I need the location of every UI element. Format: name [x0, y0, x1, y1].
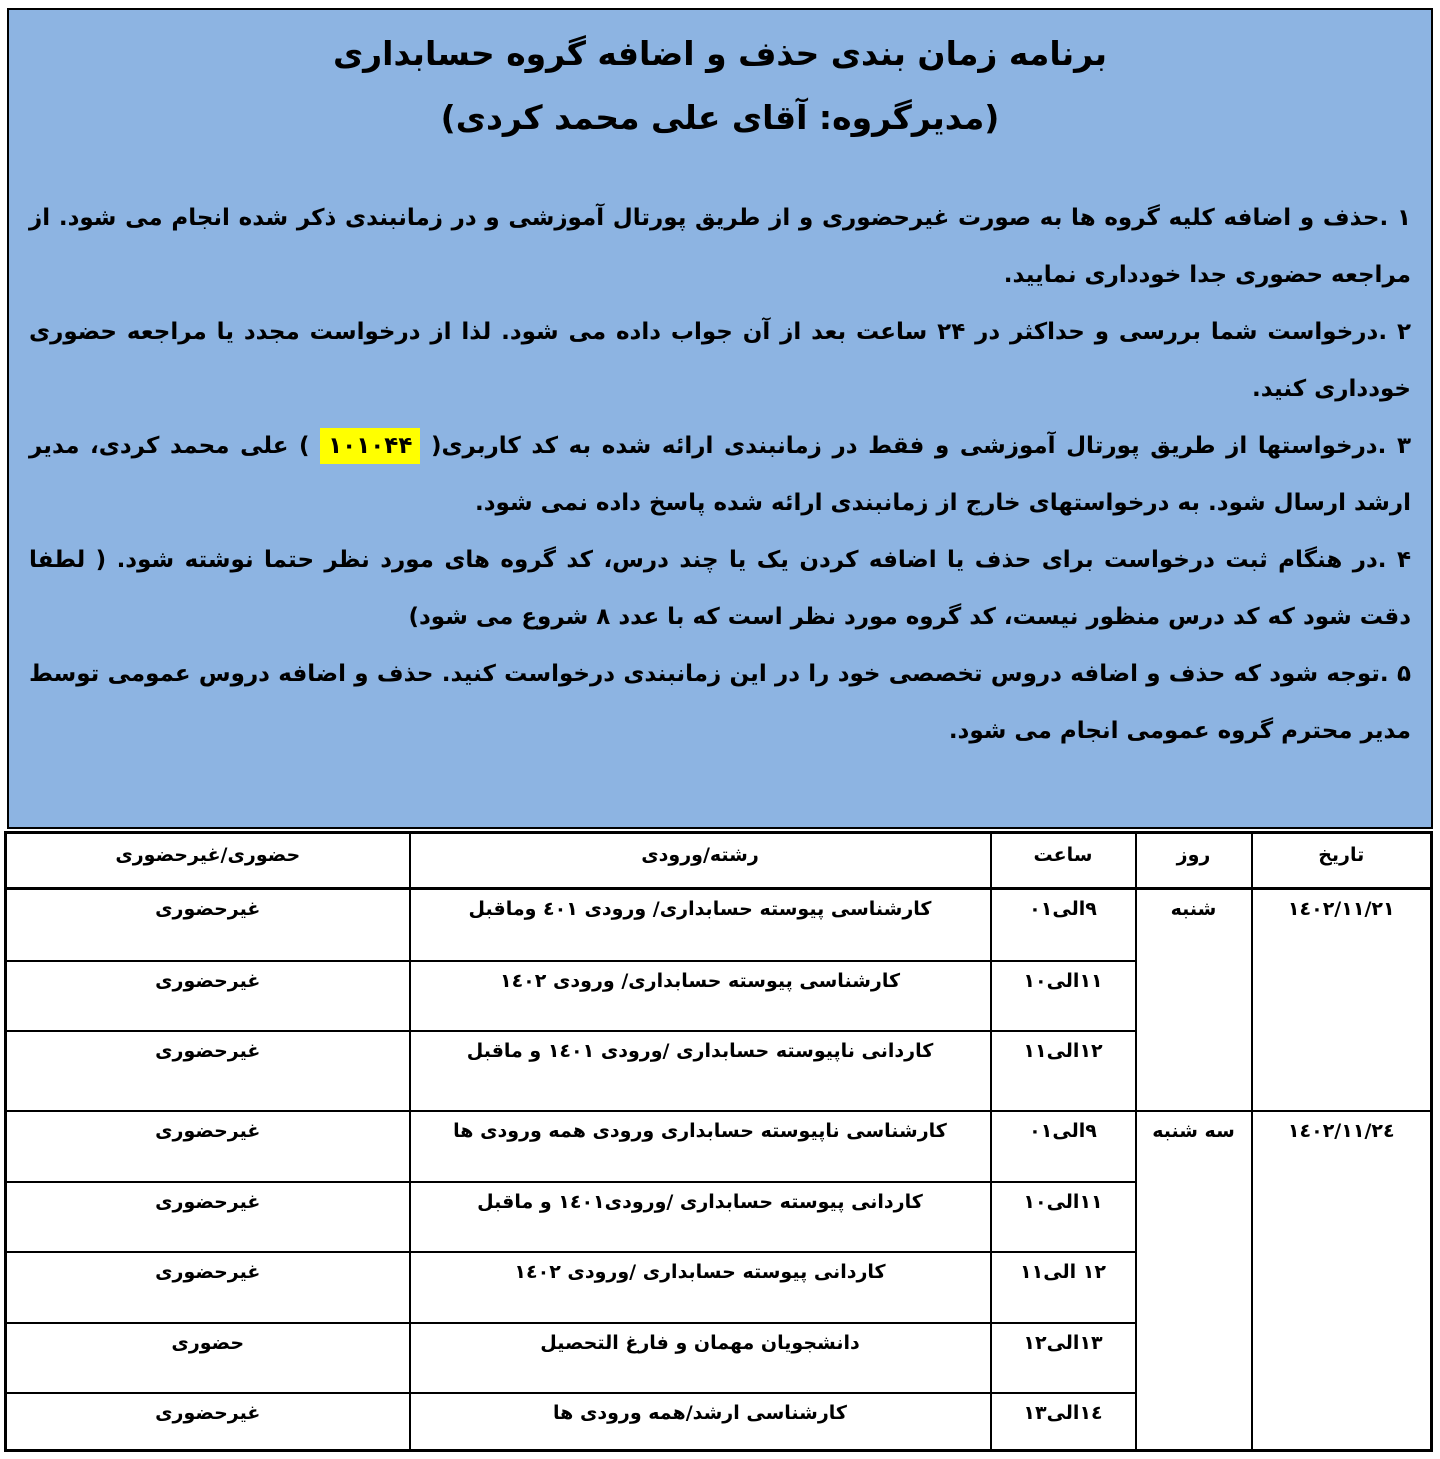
time-cell: ١٤الی١٣	[991, 1393, 1136, 1451]
schedule-table	[4, 831, 1433, 1452]
mode-cell: غیرحضوری	[6, 1393, 410, 1451]
time-cell: ١٢الی١١	[991, 1031, 1136, 1111]
notice-banner	[7, 8, 1433, 829]
col-header-date: تاریخ	[1252, 833, 1432, 889]
rule-3-text-before: ۳ .درخواستها از طریق پورتال آموزشی و فقط در زمانبندی ارائه شده به کد کاربری(	[420, 433, 1411, 459]
time-cell: ٩الی٠١	[991, 889, 1136, 961]
page-title: برنامه زمان بندی حذف و اضافه گروه حسابداری	[332, 34, 1108, 73]
rule-item-5: ۵ .توجه شود که حذف و اضافه دروس تخصصی خود را در این زمانبندی درخواست کنید. حذف و اضافه دروس عمومی توسط مدیر محترم گروه عمومی انجام می شود.	[29, 661, 1411, 744]
program-cell: کارشناسی پیوسته حسابداری/ ورودی ٤٠١ وماقبل	[410, 889, 991, 961]
mode-cell: غیرحضوری	[6, 961, 410, 1031]
program-cell: کارشناسی ناپیوسته حسابداری ورودی همه ورودی ها	[410, 1111, 991, 1182]
program-cell: دانشجویان مهمان و فارغ التحصیل	[410, 1323, 991, 1393]
col-header-day: روز	[1136, 833, 1252, 889]
program-cell: کاردانی پیوسته حسابداری /ورودی١٤٠١ و ماقبل	[410, 1182, 991, 1252]
mode-cell: غیرحضوری	[6, 1252, 410, 1323]
time-cell: ١١الی١٠	[991, 1182, 1136, 1252]
rule-item-1: ۱ .حذف و اضافه کلیه گروه ها به صورت غیرحضوری و از طریق پورتال آموزشی و در زمانبندی ذکر شده انجام می شود. از مراجعه حضوری جدا خودداری نمایید.	[29, 205, 1411, 288]
group-day-cell: شنبه	[1136, 889, 1252, 1111]
group-date-cell: ١٤٠٢/١١/٢٤	[1252, 1111, 1432, 1451]
col-header-program: رشته/ورودی	[410, 833, 991, 889]
rule-item-2: ۲ .درخواست شما بررسی و حداکثر در ۲۴ ساعت بعد از آن جواب داده می شود. لذا از درخواست مجدد یا مراجعه حضوری خودداری کنید.	[29, 319, 1411, 402]
page-subtitle: (مدیرگروه: آقای علی محمد کردی)	[440, 98, 1000, 137]
col-header-mode: حضوری/غیرحضوری	[6, 833, 410, 889]
time-cell: ٩الی٠١	[991, 1111, 1136, 1182]
mode-cell: غیرحضوری	[6, 1031, 410, 1111]
col-header-time: ساعت	[991, 833, 1136, 889]
rule-item-4: ۴ .در هنگام ثبت درخواست برای حذف یا اضافه کردن یک یا چند درس، کد گروه های مورد نظر حتما نوشته شود. ( لطفا دقت شود که کد درس منظور نیست، کد گروه مورد نظر است که با عدد ۸ شروع می شود)	[29, 547, 1411, 630]
table-row	[6, 889, 1432, 961]
table-row	[6, 1111, 1432, 1182]
mode-cell: غیرحضوری	[6, 1182, 410, 1252]
mode-cell: حضوری	[6, 1323, 410, 1393]
time-cell: ١٣الی١٢	[991, 1323, 1136, 1393]
program-cell: کاردانی ناپیوسته حسابداری /ورودی ١٤٠١ و ماقبل	[410, 1031, 991, 1111]
time-cell: ١٢ الی١١	[991, 1252, 1136, 1323]
program-cell: کارشناسی ارشد/همه ورودی ها	[410, 1393, 991, 1451]
group-date-cell: ١٤٠٢/١١/٢١	[1252, 889, 1432, 1111]
mode-cell: غیرحضوری	[6, 889, 410, 961]
mode-cell: غیرحضوری	[6, 1111, 410, 1182]
group-day-cell: سه شنبه	[1136, 1111, 1252, 1451]
table-header-row	[6, 833, 1432, 889]
rules-list	[29, 190, 1411, 760]
program-cell: کارشناسی پیوسته حسابداری/ ورودی ١٤٠٢	[410, 961, 991, 1031]
user-code-highlight: ۱۰۱۰۴۴	[320, 428, 420, 464]
time-cell: ١١الی١٠	[991, 961, 1136, 1031]
program-cell: کاردانی پیوسته حسابداری /ورودی ١٤٠٢	[410, 1252, 991, 1323]
rule-item-3	[29, 418, 1411, 532]
rule-3-text-after: ) علی محمد کردی، مدیر ارشد ارسال شود. به درخواستهای خارج از زمانبندی ارائه شده پاسخ داده نمی شود.	[29, 433, 1411, 516]
